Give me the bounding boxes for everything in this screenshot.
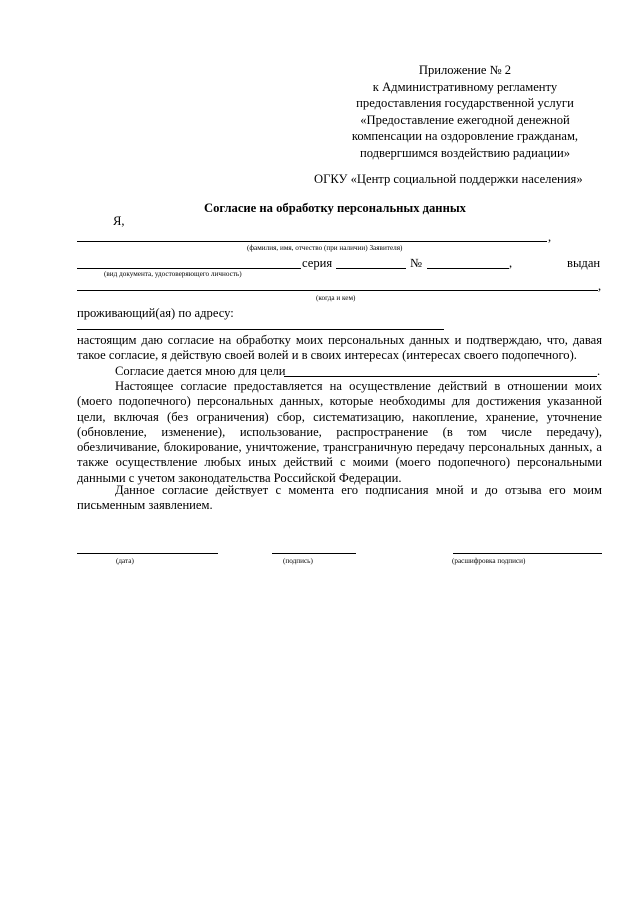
appendix-line: «Предоставление ежегодной денежной [360,112,570,127]
issued-by-field-line[interactable] [77,290,598,291]
issued-comma: , [598,279,602,293]
signature-hint: (подпись) [283,557,313,565]
appendix-header [330,62,600,162]
appendix-line: подвергшимся воздействию радиации» [359,145,571,160]
appendix-line: предоставления государственной услуги [356,96,574,111]
appendix-line: компенсации на оздоровление гражданам, [351,129,579,144]
document-type-field-line[interactable] [77,268,301,269]
appendix-line: к Административному регламенту [372,79,558,94]
appendix-number: Приложение № 2 [418,63,512,77]
address-label: проживающий(ая) по адресу: [77,306,234,320]
consent-paragraph-3: Данное согласие действует с момента его подписания мной и до отзыва его моим письменным заявлением. [77,483,602,513]
fio-comma: , [548,230,552,244]
when-hint: (когда и кем) [316,294,356,302]
fio-field-line[interactable] [77,241,547,242]
signature-decoding-field-line[interactable] [453,553,602,554]
issued-label: выдан [567,256,601,270]
fio-hint: (фамилия, имя, отчество (при наличии) Заявителя) [247,244,403,252]
number-field-line[interactable] [427,268,509,269]
signature-decoding-hint: (расшифровка подписи) [452,557,526,565]
document-title: Согласие на обработку персональных данных [204,201,466,215]
signature-field-line[interactable] [272,553,356,554]
number-label: № [410,256,423,270]
consent-paragraph-1: настоящим даю согласие на обработку моих персональных данных и подтверждаю, что, давая такое согласие, я действую своей волей и в своих интересах (интересах своего подопечного). [77,333,602,363]
consent-paragraph-2: Настоящее согласие предоставляется на осуществление действий в отношении моих (моего подопечного) персональных данных, которые необходимы для достижения указанной цели, включая (без ограничения) сбор, систематизацию, накопление, хранение, уточнение (обновление, изменение), использование, распространение (в том числе передачу), обезличивание, блокирование, уничтожение, трансграничную передачу персональных данных, а также осуществление любых иных действий с моими (моего подопечного) персональными данными с учетом законодательства Российской Федерации. [77,379,602,485]
address-field-line[interactable] [77,329,444,330]
series-label: серия [302,256,333,270]
number-comma: , [509,256,513,270]
i-label: Я, [113,214,125,228]
recipient-organization: ОГКУ «Центр социальной поддержки населения» [314,172,583,186]
series-field-line[interactable] [336,268,406,269]
date-field-line[interactable] [77,553,218,554]
purpose-end: . [597,364,601,378]
purpose-label: Согласие дается мною для цели [115,364,286,378]
date-hint: (дата) [116,557,134,565]
purpose-field-line[interactable] [284,376,597,377]
document-hint: (вид документа, удостоверяющего личность) [104,270,242,278]
